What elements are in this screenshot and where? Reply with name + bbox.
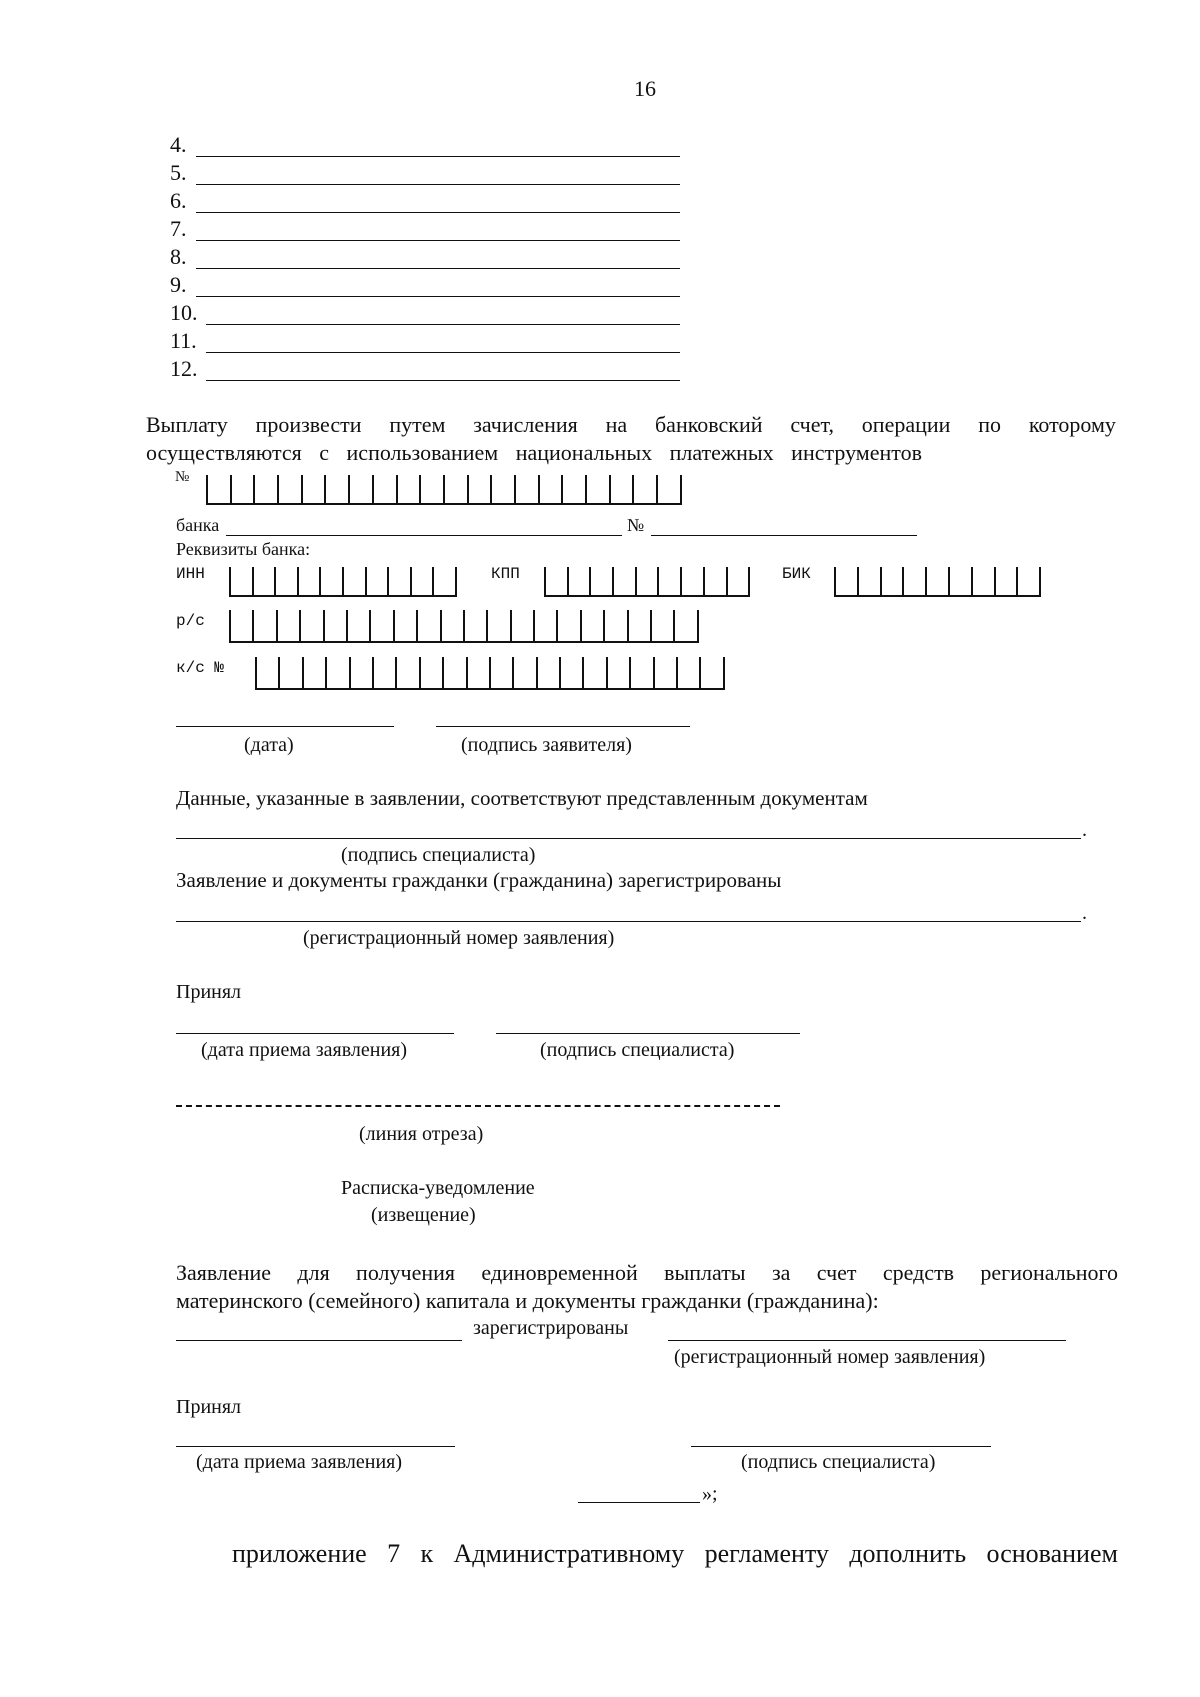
- bank-details-label: Реквизиты банка:: [176, 539, 311, 559]
- kpp-label: КПП: [491, 565, 520, 583]
- digit-box[interactable]: [540, 475, 564, 503]
- receipt-title: Расписка-уведомление: [341, 1177, 535, 1199]
- digit-box[interactable]: [279, 475, 303, 503]
- numbered-item-label: 7.: [170, 216, 187, 241]
- digit-box[interactable]: [344, 567, 367, 595]
- numbered-item-line[interactable]: [196, 156, 680, 157]
- digit-box[interactable]: [488, 610, 511, 641]
- digit-box[interactable]: [705, 567, 728, 595]
- ks-label: к/с №: [176, 659, 225, 677]
- digit-box[interactable]: [374, 475, 398, 503]
- digit-box[interactable]: [231, 610, 254, 641]
- specialist-signature-line[interactable]: [176, 838, 1081, 839]
- registration-dot: .: [1082, 902, 1087, 924]
- registration-number-line[interactable]: [176, 921, 1081, 922]
- digit-box[interactable]: [465, 610, 488, 641]
- word: Заявление: [176, 1260, 272, 1285]
- digit-box[interactable]: [208, 475, 232, 503]
- numbered-item-label: 12.: [170, 356, 198, 381]
- word: произвести: [255, 412, 362, 437]
- numbered-item-line[interactable]: [206, 324, 680, 325]
- digit-box[interactable]: [397, 657, 420, 688]
- digit-box[interactable]: [367, 567, 390, 595]
- digit-box[interactable]: [569, 567, 592, 595]
- word: счет,: [790, 412, 834, 437]
- word: которому: [1028, 412, 1116, 437]
- registration-text: Заявление и документы гражданки (гражданина) зарегистрированы: [176, 868, 782, 892]
- digit-box[interactable]: [442, 610, 465, 641]
- closing-line[interactable]: [578, 1502, 700, 1503]
- digit-box[interactable]: [325, 610, 348, 641]
- digit-box[interactable]: [950, 567, 973, 595]
- digit-box[interactable]: [301, 610, 324, 641]
- rs-boxes[interactable]: [229, 610, 699, 643]
- digit-box[interactable]: [469, 475, 493, 503]
- digit-box[interactable]: [631, 657, 654, 688]
- digit-box[interactable]: [389, 567, 412, 595]
- digit-box[interactable]: [652, 610, 675, 641]
- digit-box[interactable]: [299, 567, 322, 595]
- digit-box[interactable]: [535, 610, 558, 641]
- receipt-text-line1: [176, 1262, 1118, 1284]
- digit-box[interactable]: [512, 610, 535, 641]
- numbered-item-label: 9.: [170, 272, 187, 297]
- cut-line-caption: (линия отреза): [359, 1123, 484, 1145]
- digit-box[interactable]: [445, 475, 469, 503]
- digit-box[interactable]: [538, 657, 561, 688]
- acceptance-date-line[interactable]: [176, 1033, 454, 1034]
- digit-box[interactable]: [584, 657, 607, 688]
- word: выплаты: [664, 1260, 746, 1285]
- digit-box[interactable]: [996, 567, 1019, 595]
- digit-box[interactable]: [276, 567, 299, 595]
- word: регламенту: [704, 1539, 829, 1568]
- numbered-item-label: 5.: [170, 160, 187, 185]
- digit-box[interactable]: [682, 567, 705, 595]
- numbered-item-label: 10.: [170, 300, 198, 325]
- digit-box[interactable]: [563, 475, 587, 503]
- digit-box[interactable]: [278, 610, 301, 641]
- page-number: 16: [634, 76, 656, 101]
- applicant-signature-caption: (подпись заявителя): [461, 734, 632, 756]
- digit-box[interactable]: [254, 610, 277, 641]
- digit-box[interactable]: [395, 610, 418, 641]
- word: единовременной: [481, 1260, 638, 1285]
- word: Административному: [453, 1539, 685, 1568]
- numbered-item-line[interactable]: [196, 240, 680, 241]
- word: к: [420, 1539, 434, 1568]
- digit-box[interactable]: [351, 657, 374, 688]
- inn-label: ИНН: [176, 565, 205, 583]
- digit-box[interactable]: [611, 475, 635, 503]
- digit-box[interactable]: [514, 657, 537, 688]
- ks-boxes[interactable]: [255, 657, 725, 690]
- digit-box[interactable]: [608, 657, 631, 688]
- digit-box[interactable]: [558, 610, 581, 641]
- digit-box[interactable]: [516, 475, 540, 503]
- digit-box[interactable]: [973, 567, 996, 595]
- digit-box[interactable]: [859, 567, 882, 595]
- digit-box[interactable]: [468, 657, 491, 688]
- digit-box[interactable]: [350, 475, 374, 503]
- digit-box[interactable]: [421, 475, 445, 503]
- cut-line: [176, 1105, 780, 1107]
- date-line[interactable]: [176, 726, 394, 727]
- word: дополнить: [849, 1539, 967, 1568]
- digit-box[interactable]: [412, 567, 435, 595]
- word: для: [297, 1260, 330, 1285]
- digit-box[interactable]: [418, 610, 441, 641]
- receipt-left-line[interactable]: [176, 1340, 462, 1341]
- digit-box[interactable]: [491, 657, 514, 688]
- applicant-signature-line[interactable]: [436, 726, 690, 727]
- digit-box[interactable]: [434, 567, 457, 595]
- digit-box[interactable]: [1018, 567, 1041, 595]
- payment-text-line1: [146, 414, 1116, 436]
- digit-box[interactable]: [327, 657, 350, 688]
- word: 7: [387, 1539, 401, 1568]
- numbered-item-label: 6.: [170, 188, 187, 213]
- numbered-item-line[interactable]: [196, 296, 680, 297]
- digit-box[interactable]: [492, 475, 516, 503]
- digit-box[interactable]: [605, 610, 628, 641]
- acceptance-date-caption-2: (дата приема заявления): [196, 1451, 403, 1473]
- digit-box[interactable]: [371, 610, 394, 641]
- digit-box[interactable]: [701, 657, 724, 688]
- word: операции: [861, 412, 951, 437]
- digit-box[interactable]: [326, 475, 350, 503]
- digit-box[interactable]: [398, 475, 422, 503]
- verification-dot: .: [1082, 819, 1087, 841]
- digit-box[interactable]: [232, 475, 256, 503]
- digit-box[interactable]: [303, 475, 327, 503]
- word: банковский: [654, 412, 763, 437]
- digit-box[interactable]: [591, 567, 614, 595]
- word: регионального: [980, 1260, 1118, 1285]
- word: по: [978, 412, 1002, 437]
- digit-box[interactable]: [304, 657, 327, 688]
- word: счет: [816, 1260, 857, 1285]
- inn-boxes[interactable]: [229, 567, 457, 597]
- acceptance-date-caption: (дата приема заявления): [201, 1039, 408, 1061]
- acceptance-signature-line-2[interactable]: [691, 1446, 991, 1447]
- word: получения: [356, 1260, 456, 1285]
- digit-box[interactable]: [614, 567, 637, 595]
- accepted-label: Принял: [176, 981, 242, 1003]
- digit-box[interactable]: [637, 567, 660, 595]
- receipt-subtitle: (извещение): [371, 1204, 476, 1226]
- digit-box[interactable]: [231, 567, 254, 595]
- account-no-label: №: [175, 469, 190, 485]
- digit-box[interactable]: [254, 567, 277, 595]
- bank-no-label: №: [627, 515, 645, 535]
- bank-number-line[interactable]: [651, 535, 917, 536]
- receipt-number-caption: (регистрационный номер заявления): [674, 1346, 986, 1368]
- word: на: [605, 412, 628, 437]
- verification-text: Данные, указанные в заявлении, соответствуют представленным документам: [176, 786, 868, 810]
- digit-box[interactable]: [659, 567, 682, 595]
- acceptance-date-line-2[interactable]: [176, 1446, 455, 1447]
- digit-box[interactable]: [675, 610, 698, 641]
- footer-text: [232, 1541, 1118, 1567]
- digit-box[interactable]: [582, 610, 605, 641]
- accepted-label-2: Принял: [176, 1396, 242, 1418]
- digit-box[interactable]: [655, 657, 678, 688]
- word: за: [771, 1260, 791, 1285]
- rs-label: р/с: [176, 612, 205, 630]
- specialist-signature-caption: (подпись специалиста): [341, 844, 536, 866]
- digit-box[interactable]: [836, 567, 859, 595]
- digit-box[interactable]: [255, 475, 279, 503]
- digit-box[interactable]: [546, 567, 569, 595]
- acceptance-signature-line[interactable]: [496, 1033, 800, 1034]
- digit-box[interactable]: [257, 657, 280, 688]
- numbered-item-label: 4.: [170, 132, 187, 157]
- bik-boxes[interactable]: [834, 567, 1041, 597]
- digit-box[interactable]: [634, 475, 658, 503]
- numbered-item-label: 8.: [170, 244, 187, 269]
- digit-box[interactable]: [444, 657, 467, 688]
- word: основанием: [986, 1539, 1118, 1568]
- account-number-boxes[interactable]: [206, 475, 682, 505]
- receipt-text-line2: материнского (семейного) капитала и документы гражданки (гражданина):: [176, 1288, 879, 1313]
- digit-box[interactable]: [321, 567, 344, 595]
- word: Выплату: [146, 412, 228, 437]
- digit-box[interactable]: [629, 610, 652, 641]
- bik-label: БИК: [782, 565, 811, 583]
- receipt-number-line[interactable]: [668, 1340, 1066, 1341]
- date-caption: (дата): [244, 734, 294, 756]
- closing-quote: »;: [702, 1483, 718, 1505]
- acceptance-signature-caption: (подпись специалиста): [540, 1039, 735, 1061]
- digit-box[interactable]: [678, 657, 701, 688]
- bank-label: банка: [176, 515, 220, 535]
- acceptance-signature-caption-2: (подпись специалиста): [741, 1451, 936, 1473]
- digit-box[interactable]: [882, 567, 905, 595]
- digit-box[interactable]: [927, 567, 950, 595]
- numbered-item-line[interactable]: [196, 268, 680, 269]
- digit-box[interactable]: [728, 567, 751, 595]
- numbered-item-line[interactable]: [206, 352, 680, 353]
- payment-text-line2: осуществляются с использованием национальных платежных инструментов: [146, 440, 922, 465]
- digit-box[interactable]: [348, 610, 371, 641]
- kpp-boxes[interactable]: [544, 567, 750, 597]
- digit-box[interactable]: [561, 657, 584, 688]
- numbered-item-label: 11.: [170, 328, 197, 353]
- digit-box[interactable]: [658, 475, 682, 503]
- digit-box[interactable]: [280, 657, 303, 688]
- word: средств: [882, 1260, 955, 1285]
- digit-box[interactable]: [421, 657, 444, 688]
- numbered-item-line[interactable]: [206, 380, 680, 381]
- word: путем: [389, 412, 446, 437]
- receipt-registered-text: зарегистрированы: [473, 1317, 629, 1339]
- numbered-item-line[interactable]: [196, 184, 680, 185]
- numbered-item-line[interactable]: [196, 212, 680, 213]
- digit-box[interactable]: [904, 567, 927, 595]
- registration-number-caption: (регистрационный номер заявления): [303, 927, 615, 949]
- word: приложение: [232, 1539, 367, 1568]
- bank-name-line[interactable]: [226, 535, 622, 536]
- word: зачисления: [473, 412, 578, 437]
- digit-box[interactable]: [587, 475, 611, 503]
- digit-box[interactable]: [374, 657, 397, 688]
